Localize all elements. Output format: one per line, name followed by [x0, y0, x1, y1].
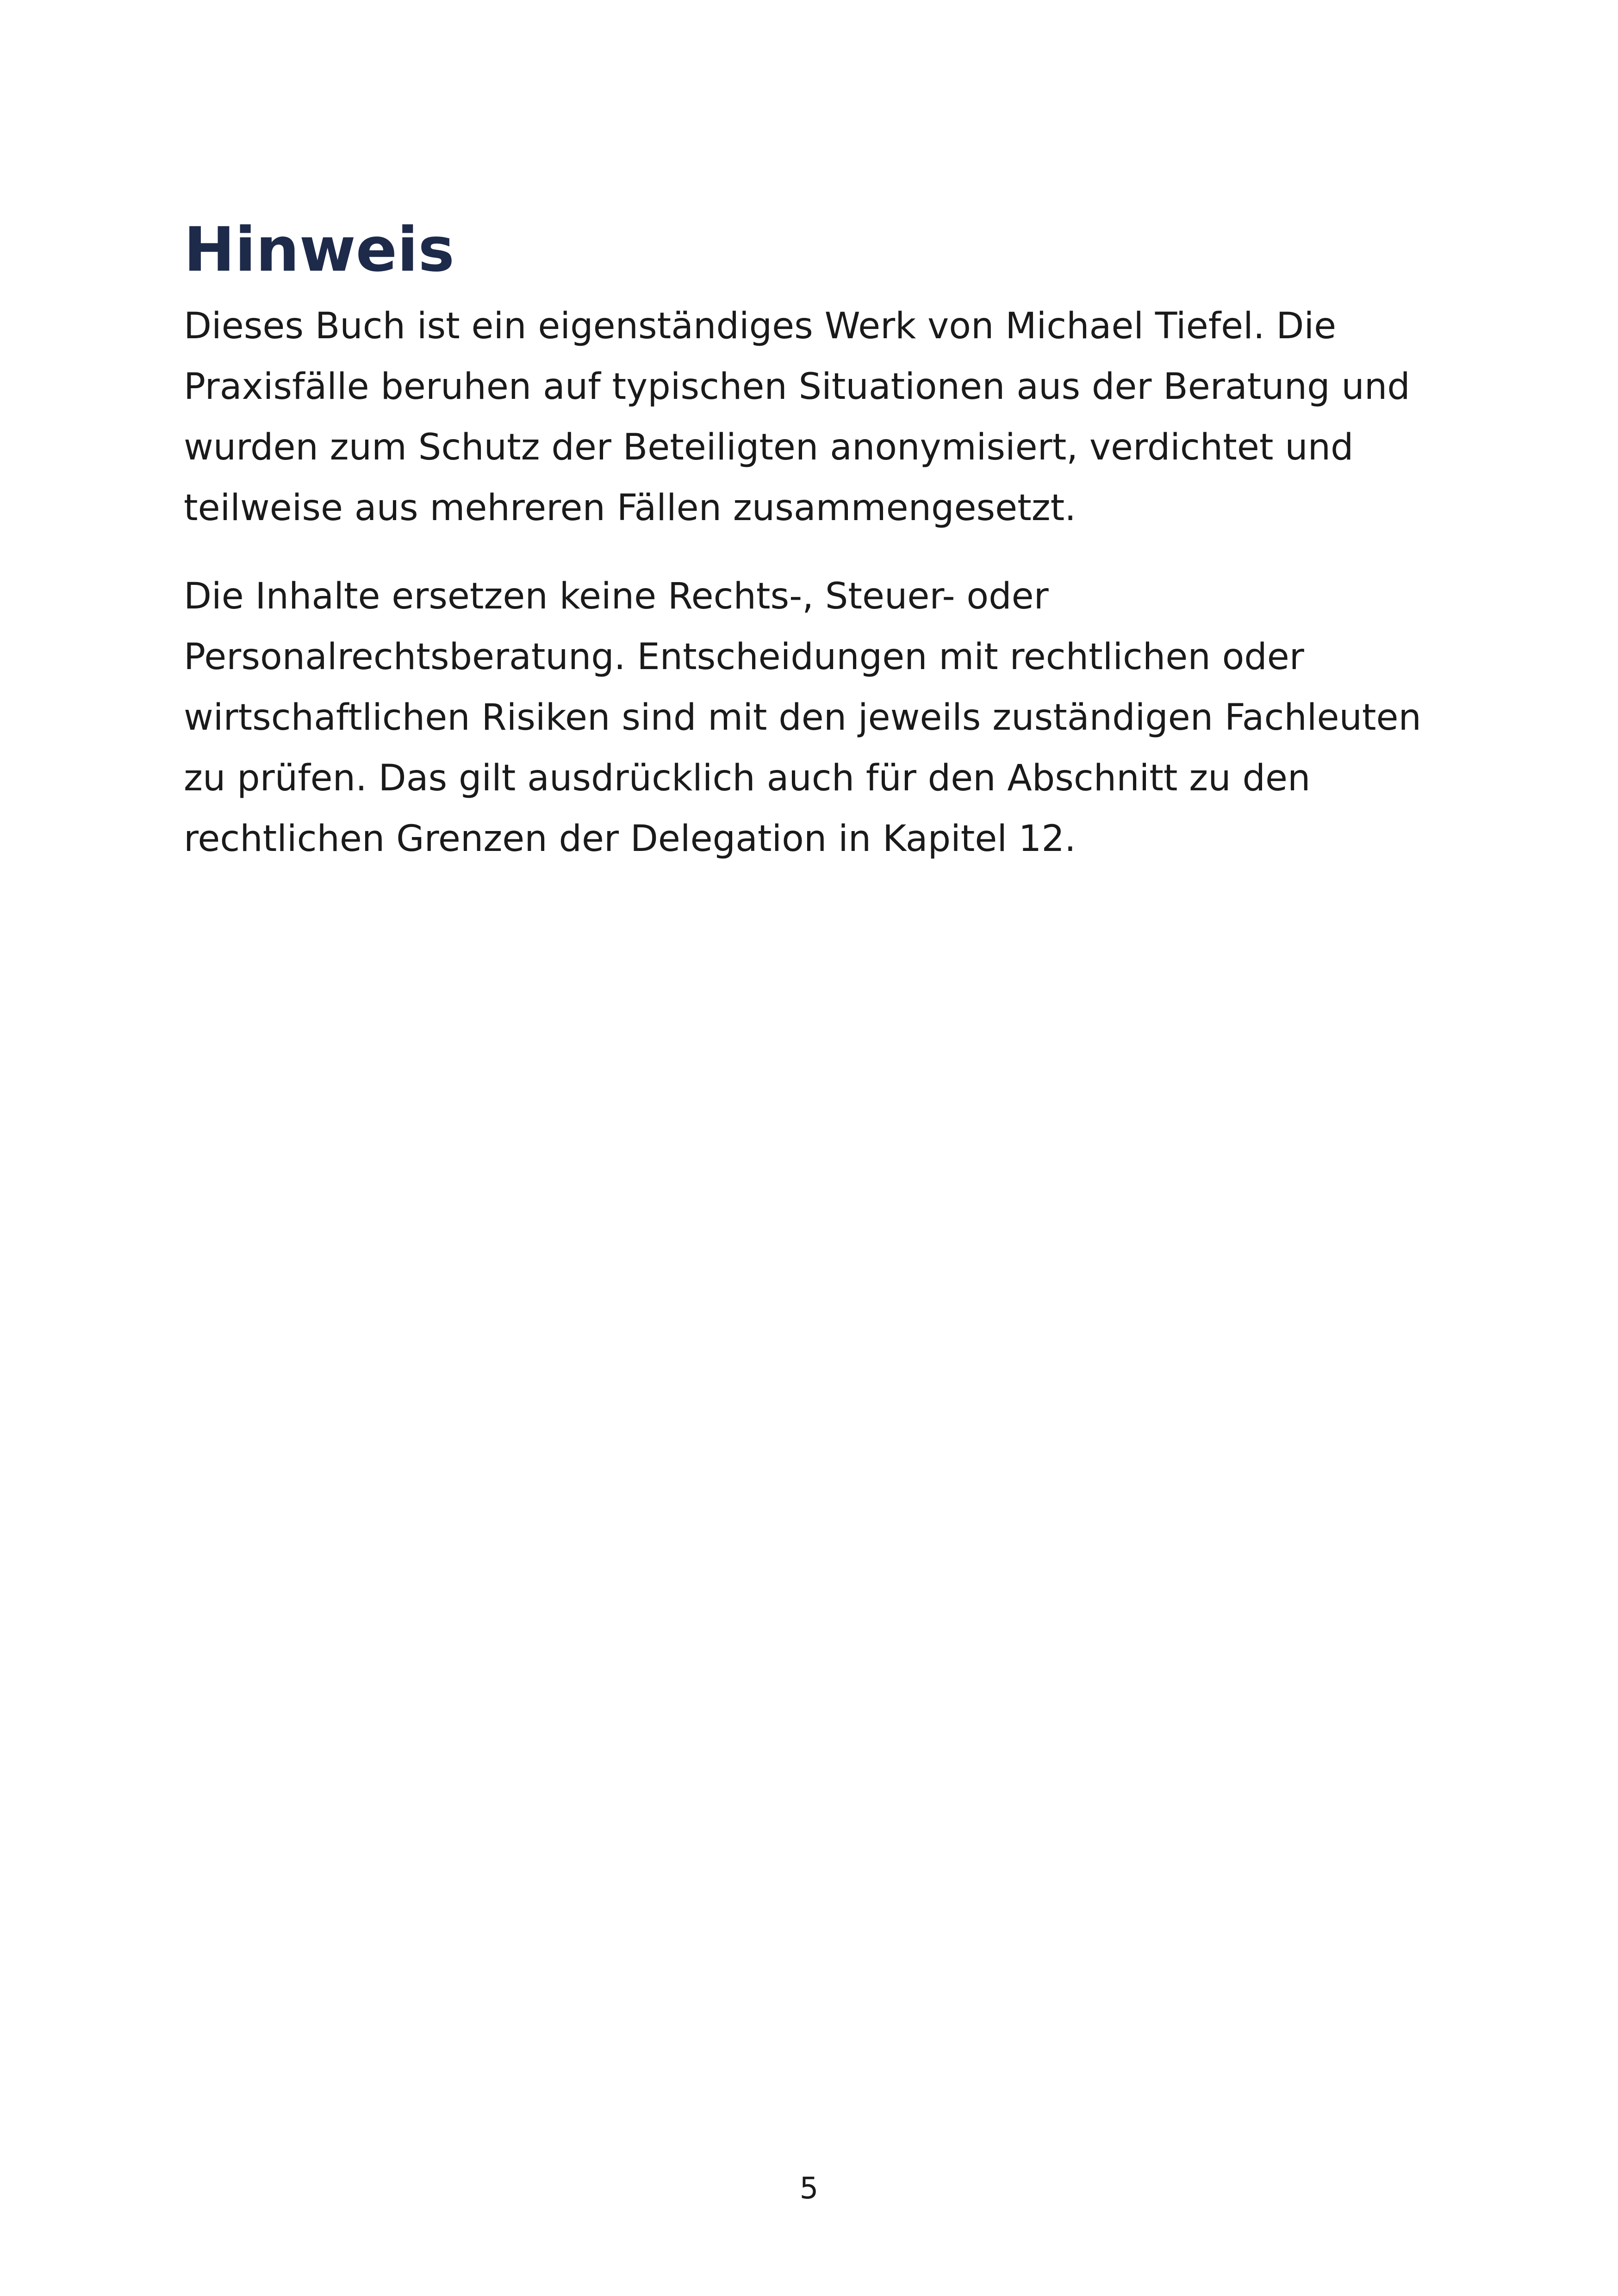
paragraph-line: Praxisfälle beruhen auf typischen Situationen aus der Beratung und: [184, 366, 1410, 408]
page-content: [184, 204, 1443, 869]
paragraph-line: wirtschaftlichen Risiken sind mit den jeweils zuständigen Fachleuten: [184, 697, 1421, 738]
paragraph-line: wurden zum Schutz der Beteiligten anonymisiert, verdichtet und: [184, 427, 1354, 468]
paragraph-disclaimer-legal: [184, 566, 1443, 869]
page-title: Hinweis: [184, 214, 454, 285]
page-number: 5: [799, 2172, 819, 2206]
paragraph-line: teilweise aus mehreren Fällen zusammengesetzt.: [184, 487, 1077, 529]
paragraph-line: rechtlichen Grenzen der Delegation in Kapitel 12.: [184, 818, 1076, 860]
paragraph-line: Personalrechtsberatung. Entscheidungen mit rechtlichen oder: [184, 636, 1304, 678]
paragraph-line: Die Inhalte ersetzen keine Rechts-, Steuer- oder: [184, 576, 1049, 617]
paragraph-disclaimer-origin: [184, 296, 1443, 539]
paragraph-line: zu prüfen. Das gilt ausdrücklich auch für den Abschnitt zu den: [184, 757, 1311, 799]
paragraph-line: Dieses Buch ist ein eigenständiges Werk von Michael Tiefel. Die: [184, 305, 1337, 347]
